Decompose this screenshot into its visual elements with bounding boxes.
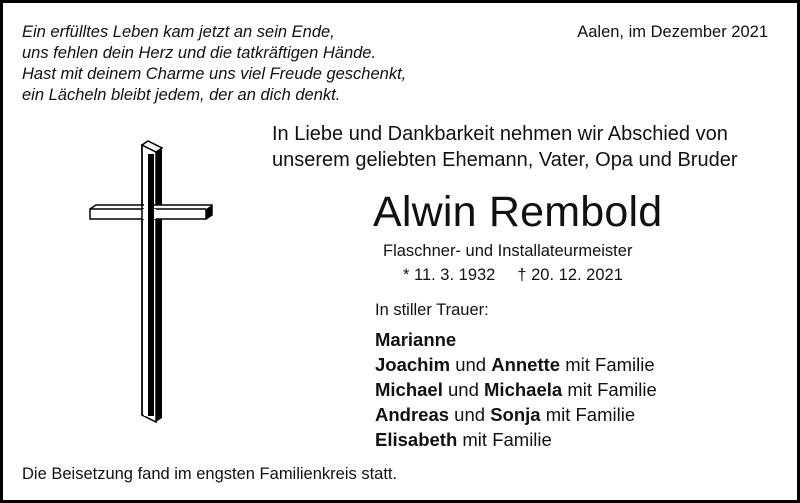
deceased-profession: Flaschner- und Installateurmeister — [383, 242, 633, 260]
footer-note: Die Beisetzung fand im engsten Familienkreis statt. — [22, 465, 398, 483]
mourning-label: In stiller Trauer: — [375, 301, 489, 319]
mourner-name: Joachim — [375, 354, 451, 375]
birth-date: * 11. 3. 1932 — [403, 266, 496, 284]
mourner-conjunction: und — [455, 354, 487, 375]
death-date: † 20. 12. 2021 — [517, 266, 623, 284]
mourner-name: Annette — [491, 354, 561, 375]
mourner-name: Sonja — [490, 404, 541, 425]
poem-line: Ein erfülltes Leben kam jetzt an sein Ende, — [22, 23, 335, 41]
poem-line: uns fehlen dein Herz und die tatkräftigen Hände. — [22, 44, 377, 62]
mourner-row — [375, 377, 657, 402]
mourners-list — [375, 327, 657, 452]
mourner-name: Michaela — [484, 379, 563, 400]
mourner-row — [375, 402, 657, 427]
mourner-name: Andreas — [375, 404, 450, 425]
intro-line: unserem geliebten Ehemann, Vater, Opa und Bruder — [272, 149, 738, 171]
intro-line: In Liebe und Dankbarkeit nehmen wir Abschied von — [272, 123, 728, 145]
intro-text — [272, 121, 737, 173]
mourner-suffix: mit Familie — [462, 429, 552, 450]
mourner-name: Michael — [375, 379, 443, 400]
mourner-name: Elisabeth — [375, 429, 458, 450]
mourner-suffix: mit Familie — [565, 354, 655, 375]
poem-line: ein Lächeln bleibt jedem, der an dich denkt. — [22, 86, 341, 104]
mourner-conjunction: und — [454, 404, 486, 425]
place-date: Aalen, im Dezember 2021 — [577, 23, 768, 41]
life-dates — [403, 264, 623, 286]
deceased-name: Alwin Rembold — [373, 188, 663, 236]
cross-icon — [88, 140, 218, 430]
mourner-suffix: mit Familie — [545, 404, 636, 425]
mourner-row — [375, 327, 657, 352]
mourner-name: Marianne — [375, 329, 457, 350]
mourner-suffix: mit Familie — [567, 379, 657, 400]
mourner-conjunction: und — [448, 379, 479, 400]
mourner-row — [375, 352, 657, 377]
poem — [22, 22, 406, 106]
poem-line: Hast mit deinem Charme uns viel Freude geschenkt, — [22, 65, 407, 83]
mourner-row — [375, 427, 657, 452]
